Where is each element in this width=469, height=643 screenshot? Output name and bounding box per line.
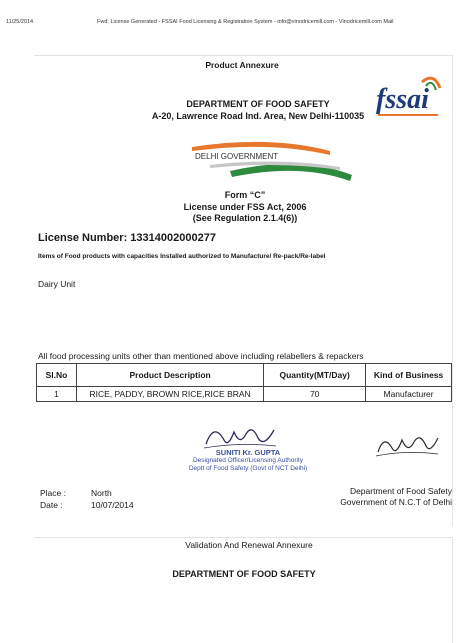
place-value: North [91,488,112,498]
header-kind-of-business: Kind of Business [366,364,452,387]
header-product-description: Product Description [76,364,263,387]
header-quantity: Quantity(MT/Day) [264,364,366,387]
page2-department: DEPARTMENT OF FOOD SAFETY [172,569,316,579]
second-signature [372,430,442,467]
delhi-government-logo [190,137,355,187]
table-row [37,387,452,402]
items-heading: Items of Food products with capacities Installed authorized to Manufacture/ Re-pack/Re-label [38,253,326,260]
form-name: Form “C” [224,190,266,200]
officer-name: SUNITI Kr. GUPTA [215,448,281,457]
department-name: DEPARTMENT OF FOOD SAFETY [186,99,330,109]
footer-dept-line1: Department of Food Safety [349,486,452,496]
table-header-row [37,364,452,387]
cell-product-description: RICE, PADDY, BROWN RICE,RICE BRAN [76,387,263,402]
date-value: 10/07/2014 [91,500,134,510]
print-title: Fwd: License Generated - FSSAI Food Licensing & Registration System - info@vinodricemill.com - Vinodricemill.com Mail [97,19,394,25]
officer-dept: Deptt of Food Safety (Govt of NCT Delhi) [188,465,308,472]
footer-dept-line2: Government of N.C.T of Delhi [340,497,452,507]
fssai-logo [374,68,444,126]
form-regulation: (See Regulation 2.1.4(6)) [192,213,298,223]
fssai-logo-text: fssai [376,84,429,115]
document-page-2 [34,537,453,643]
page2-title: Validation And Renewal Annexure [185,540,313,550]
annexure-title: Product Annexure [205,60,279,70]
license-number: License Number: 13314002000277 [38,232,216,244]
print-date: 11/25/2014 [6,19,34,25]
unit-type: Dairy Unit [38,279,76,289]
cell-sl-no: 1 [37,387,77,402]
cell-kind-of-business: Manufacturer [366,387,452,402]
date-label: Date : [40,500,63,510]
department-address: A-20, Lawrence Road Ind. Area, New Delhi-110035 [151,111,365,121]
product-table [36,363,452,402]
header-sl-no: Sl.No [37,364,77,387]
form-act: License under FSS Act, 2006 [183,202,307,212]
all-units-note: All food processing units other than mentioned above including relabellers & repackers [38,351,364,361]
place-label: Place : [40,488,66,498]
officer-designation: Designated Officer/Licensing Authority [192,457,304,464]
cell-quantity: 70 [264,387,366,402]
delhi-government-text: DELHI GOVERNMENT [195,152,279,161]
